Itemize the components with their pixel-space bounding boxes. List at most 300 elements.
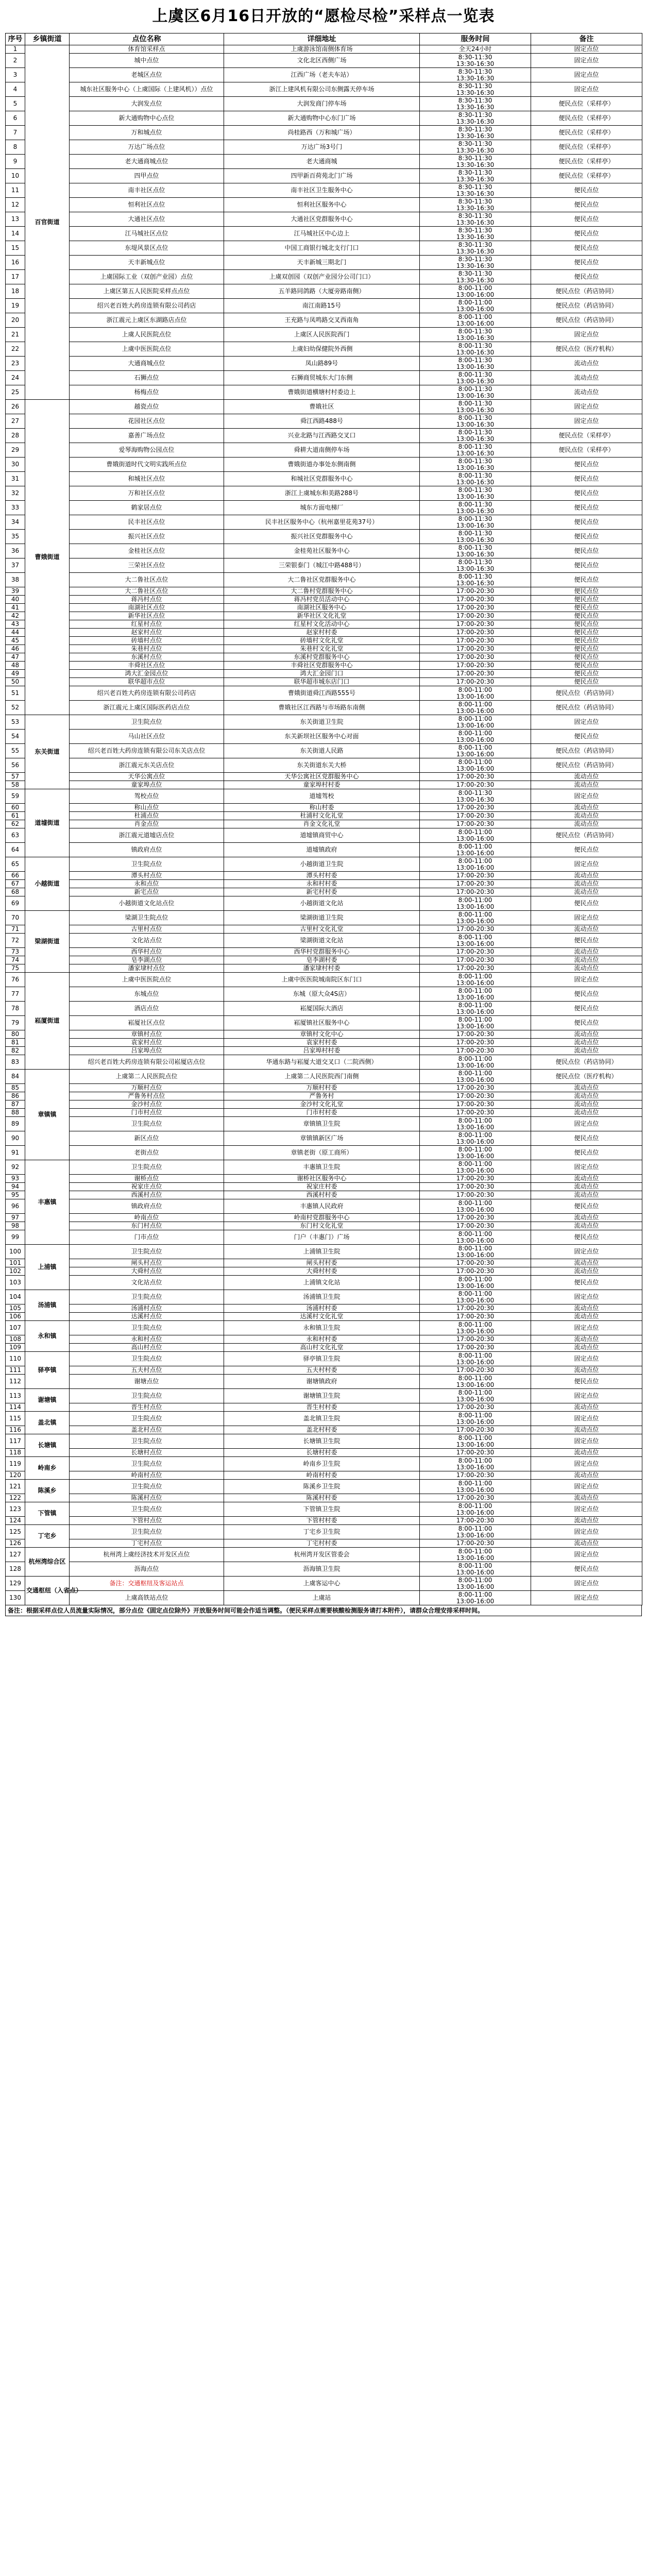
remark: 流动点位 xyxy=(531,371,642,385)
table-row xyxy=(6,1222,642,1230)
point-name: 朱巷村点位 xyxy=(70,645,224,653)
table-row xyxy=(6,857,642,872)
point-address: 东关街道人民路 xyxy=(224,744,420,758)
street-name: 汤浦镇 xyxy=(25,1290,70,1321)
point-name: 称山点位 xyxy=(70,804,224,812)
point-address: 长塘镇卫生院 xyxy=(224,1434,420,1449)
point-name: 新区点位 xyxy=(70,1131,224,1146)
remark: 便民点位 xyxy=(531,544,642,558)
service-time: 17:00-20:30 xyxy=(420,653,531,662)
service-time: 17:00-20:30 xyxy=(420,1403,531,1412)
point-name: 新大通购物中心点位 xyxy=(70,111,224,126)
service-time: 8:00-11:00 13:00-16:00 xyxy=(420,1016,531,1030)
point-name: 门市点位 xyxy=(70,1230,224,1245)
point-address: 金沙村文化礼堂 xyxy=(224,1100,420,1109)
street-name: 陈溪乡 xyxy=(25,1480,70,1502)
table-row xyxy=(6,1548,642,1562)
point-name: 镇政府点位 xyxy=(70,843,224,857)
row-number: 100 xyxy=(6,1245,25,1259)
row-number: 25 xyxy=(6,385,25,400)
point-name: 鸿大汇金园点位 xyxy=(70,670,224,678)
point-name: 老城区点位 xyxy=(70,68,224,82)
point-name: 南丰社区点位 xyxy=(70,183,224,198)
remark: 固定点位 xyxy=(531,1434,642,1449)
point-address: 大通社区党群服务中心 xyxy=(224,212,420,227)
service-time: 8:00-11:00 13:00-16:00 xyxy=(420,284,531,299)
remark: 便民点位 xyxy=(531,596,642,604)
remark: 流动点位 xyxy=(531,773,642,781)
table-row xyxy=(6,1375,642,1389)
point-name: 东堤风景区点位 xyxy=(70,241,224,256)
point-name: 童家埠点位 xyxy=(70,781,224,789)
point-address: 梁湖街道文化站 xyxy=(224,934,420,948)
service-time: 8:30-11:30 13:30-16:30 xyxy=(420,68,531,82)
remark: 便民点位 xyxy=(531,212,642,227)
point-address: 石狮商贸城东大门东侧 xyxy=(224,371,420,385)
point-address: 大二鲁社区党群服务中心 xyxy=(224,573,420,587)
table-row xyxy=(6,934,642,948)
point-address: 门市村村委 xyxy=(224,1109,420,1117)
table-row xyxy=(6,501,642,515)
service-time: 17:00-20:30 xyxy=(420,812,531,820)
point-name: 严鲁务村点位 xyxy=(70,1092,224,1100)
row-number: 114 xyxy=(6,1403,25,1412)
point-address: 蒋冯村党员活动中心 xyxy=(224,596,420,604)
point-address: 朱巷村文化礼堂 xyxy=(224,645,420,653)
point-address: 道墟镇政府 xyxy=(224,843,420,857)
row-number: 122 xyxy=(6,1494,25,1502)
service-time: 8:00-11:30 13:00-16:30 xyxy=(420,443,531,457)
table-row xyxy=(6,1290,642,1304)
street-name: 下管镇 xyxy=(25,1502,70,1525)
service-time: 8:00-11:00 13:00-16:00 xyxy=(420,987,531,1002)
point-name: 城中点位 xyxy=(70,54,224,68)
remark: 便民点位 xyxy=(531,1230,642,1245)
row-number: 127 xyxy=(6,1548,25,1562)
point-name: 大通社区点位 xyxy=(70,212,224,227)
point-address: 五夫村村委 xyxy=(224,1366,420,1375)
row-number: 65 xyxy=(6,857,25,872)
service-time: 8:00-11:00 13:00-16:00 xyxy=(420,299,531,313)
row-number: 77 xyxy=(6,987,25,1002)
point-name: 袁家村点位 xyxy=(70,1039,224,1047)
point-name: 达溪村点位 xyxy=(70,1313,224,1321)
table-row xyxy=(6,1321,642,1335)
point-address: 大舜村村委 xyxy=(224,1267,420,1276)
header-point-name: 点位名称 xyxy=(70,33,224,45)
service-time: 8:30-11:30 13:30-16:30 xyxy=(420,140,531,155)
point-name: 长塘村点位 xyxy=(70,1449,224,1457)
service-time: 8:30-11:30 13:30-16:30 xyxy=(420,270,531,284)
street-name: 杭州湾综合区 xyxy=(25,1548,70,1577)
point-address: 新大通购物中心东门广场 xyxy=(224,111,420,126)
service-time: 8:00-11:30 13:00-16:30 xyxy=(420,328,531,342)
point-address: 南湖社区服务中心 xyxy=(224,604,420,612)
table-row xyxy=(6,1214,642,1222)
remark: 固定点位 xyxy=(531,715,642,730)
service-time: 17:00-20:30 xyxy=(420,773,531,781)
remark: 固定点位 xyxy=(531,68,642,82)
point-address: 称山村委 xyxy=(224,804,420,812)
point-name: 驾校点位 xyxy=(70,789,224,804)
table-row xyxy=(6,457,642,472)
street-name: 谢塘镇 xyxy=(25,1389,70,1412)
row-number: 22 xyxy=(6,342,25,357)
point-address: 下管镇卫生院 xyxy=(224,1502,420,1517)
row-number: 56 xyxy=(6,758,25,773)
remark: 流动点位 xyxy=(531,1449,642,1457)
row-number: 51 xyxy=(6,686,25,701)
point-address: 民丰社区服务中心（杭州嘉里花苑37号） xyxy=(224,515,420,530)
remark: 便民点位 xyxy=(531,1016,642,1030)
point-address: 上虞中医医院城南院区东门口 xyxy=(224,973,420,987)
table-row xyxy=(6,880,642,888)
remark: 流动点位 xyxy=(531,880,642,888)
point-name: 南湖社区点位 xyxy=(70,604,224,612)
row-number: 91 xyxy=(6,1146,25,1160)
table-row xyxy=(6,1471,642,1480)
table-row xyxy=(6,686,642,701)
point-address: 西溪村村委 xyxy=(224,1191,420,1199)
service-time: 17:00-20:30 xyxy=(420,781,531,789)
remark: 便民点位 xyxy=(531,270,642,284)
service-time: 8:00-11:30 13:00-16:30 xyxy=(420,457,531,472)
point-name: 永和点位 xyxy=(70,880,224,888)
point-name: 老街点位 xyxy=(70,1146,224,1160)
table-row xyxy=(6,198,642,212)
point-address: 东城（原大众4S店） xyxy=(224,987,420,1002)
row-number: 53 xyxy=(6,715,25,730)
remark: 便民点位 xyxy=(531,558,642,573)
remark: 流动点位 xyxy=(531,1222,642,1230)
remark: 便民点位 xyxy=(531,472,642,486)
point-name: 东溪村点位 xyxy=(70,653,224,662)
service-time: 8:30-11:30 13:30-16:30 xyxy=(420,54,531,68)
service-time: 17:00-20:30 xyxy=(420,888,531,896)
point-address: 舜耕大道南侧停车场 xyxy=(224,443,420,457)
remark: 便民点位（药店协同） xyxy=(531,686,642,701)
table-row xyxy=(6,443,642,457)
remark: 流动点位 xyxy=(531,948,642,956)
point-address: 曹娥街道舜江西路555号 xyxy=(224,686,420,701)
table-row xyxy=(6,956,642,964)
point-address: 上虞双创园（双创产业园分公司门口） xyxy=(224,270,420,284)
service-time: 8:00-11:00 13:00-16:00 xyxy=(420,934,531,948)
remark: 流动点位 xyxy=(531,820,642,828)
remark: 流动点位 xyxy=(531,925,642,934)
point-address: 上虞妇幼保健院外西侧 xyxy=(224,342,420,357)
table-row xyxy=(6,169,642,183)
service-time: 17:00-20:30 xyxy=(420,1471,531,1480)
street-name: 章镇镇 xyxy=(25,1070,70,1160)
row-number: 58 xyxy=(6,781,25,789)
service-time: 8:00-11:30 13:00-16:30 xyxy=(420,501,531,515)
row-number: 124 xyxy=(6,1517,25,1525)
service-time: 17:00-20:30 xyxy=(420,1267,531,1276)
service-time: 8:30-11:30 13:30-16:30 xyxy=(420,97,531,111)
remark: 流动点位 xyxy=(531,1039,642,1047)
service-time: 17:00-20:30 xyxy=(420,612,531,620)
header-address: 详细地址 xyxy=(224,33,420,45)
remark: 固定点位 xyxy=(531,1502,642,1517)
point-name: 谢桥点位 xyxy=(70,1175,224,1183)
table-row xyxy=(6,1030,642,1039)
point-address: 岭南村村委 xyxy=(224,1471,420,1480)
row-number: 96 xyxy=(6,1199,25,1214)
remark: 流动点位 xyxy=(531,357,642,371)
street-name: 崧厦街道 xyxy=(25,973,70,1070)
row-number: 42 xyxy=(6,612,25,620)
remark: 便民点位（药店协同） xyxy=(531,1055,642,1070)
service-time: 8:00-11:30 13:00-16:30 xyxy=(420,486,531,501)
row-number: 20 xyxy=(6,313,25,328)
point-name: 砖墙村点位 xyxy=(70,637,224,645)
remark: 流动点位 xyxy=(531,1030,642,1039)
table-row xyxy=(6,1426,642,1434)
table-row xyxy=(6,678,642,686)
service-time: 8:00-11:00 13:00-16:00 xyxy=(420,744,531,758)
table-row xyxy=(6,911,642,925)
row-number: 85 xyxy=(6,1084,25,1092)
row-number: 3 xyxy=(6,68,25,82)
point-address: 东关新坝社区服务中心对面 xyxy=(224,730,420,744)
service-time: 8:00-11:30 13:00-16:30 xyxy=(420,530,531,544)
row-number: 41 xyxy=(6,604,25,612)
table-row xyxy=(6,1055,642,1070)
service-time: 17:00-20:30 xyxy=(420,964,531,973)
remark: 便民点位 xyxy=(531,501,642,515)
table-row xyxy=(6,1146,642,1160)
point-name: 浙江震元东关店点位 xyxy=(70,758,224,773)
street-name: 岭南乡 xyxy=(25,1457,70,1480)
service-time: 8:00-11:30 13:00-16:30 xyxy=(420,573,531,587)
remark: 便民点位（采样亭） xyxy=(531,155,642,169)
service-time: 17:00-20:30 xyxy=(420,670,531,678)
point-name: 卫生院点位 xyxy=(70,1412,224,1426)
point-name: 卫生院点位 xyxy=(70,1457,224,1471)
remark: 固定点位 xyxy=(531,789,642,804)
point-name: 上虞区第五人民医院采样点点位 xyxy=(70,284,224,299)
remark: 便民点位（药店协同） xyxy=(531,299,642,313)
point-name: 绍兴老百姓大药房连锁有限公司东关店点位 xyxy=(70,744,224,758)
point-name: 浙江震元上虞区东湖路店点位 xyxy=(70,313,224,328)
point-address: 东溪村党群服务中心 xyxy=(224,653,420,662)
point-name: 赵家村点位 xyxy=(70,629,224,637)
point-name: 卫生院点位 xyxy=(70,1525,224,1539)
point-address: 万顺村村委 xyxy=(224,1084,420,1092)
remark: 便民点位 xyxy=(531,573,642,587)
street-name: 丁宅乡 xyxy=(25,1525,70,1548)
table-row xyxy=(6,313,642,328)
row-number: 24 xyxy=(6,371,25,385)
point-name: 吕家埠点位 xyxy=(70,1047,224,1055)
table-row xyxy=(6,54,642,68)
point-address: 大润发商门停车场 xyxy=(224,97,420,111)
table-row xyxy=(6,620,642,629)
point-name: 花园社区点位 xyxy=(70,414,224,429)
service-time: 17:00-20:30 xyxy=(420,645,531,653)
table-row xyxy=(6,357,642,371)
remark: 便民点位 xyxy=(531,227,642,241)
point-address: 文化北区西侧广场 xyxy=(224,54,420,68)
service-time: 8:00-11:00 13:00-16:00 xyxy=(420,911,531,925)
table-row xyxy=(6,781,642,789)
point-address: 东门村文化礼堂 xyxy=(224,1222,420,1230)
table-row xyxy=(6,328,642,342)
point-address: 兴业北路与江西路交叉口 xyxy=(224,429,420,443)
row-number: 95 xyxy=(6,1191,25,1199)
point-address: 袁家村村委 xyxy=(224,1039,420,1047)
remark: 流动点位 xyxy=(531,1494,642,1502)
point-address: 上浦镇卫生院 xyxy=(224,1245,420,1259)
row-number: 66 xyxy=(6,872,25,880)
point-address: 上虞第二人民医院西门南侧 xyxy=(224,1070,420,1084)
row-number: 46 xyxy=(6,645,25,653)
table-row xyxy=(6,1100,642,1109)
service-time: 8:30-11:30 13:30-16:30 xyxy=(420,241,531,256)
service-time: 8:00-11:00 13:00-16:00 xyxy=(420,1389,531,1403)
service-time: 17:00-20:30 xyxy=(420,596,531,604)
remark: 便民点位（采样亭） xyxy=(531,429,642,443)
service-time: 8:00-11:00 13:00-16:00 xyxy=(420,1434,531,1449)
service-time: 17:00-20:30 xyxy=(420,1222,531,1230)
remark: 固定点位 xyxy=(531,1548,642,1562)
remark: 便民点位 xyxy=(531,653,642,662)
row-number: 107 xyxy=(6,1321,25,1335)
service-time: 17:00-20:30 xyxy=(420,1366,531,1375)
point-name: 体育馆采样点 xyxy=(70,45,224,54)
remark: 便民点位 xyxy=(531,256,642,270)
table-row xyxy=(6,371,642,385)
row-number: 36 xyxy=(6,544,25,558)
service-time: 8:00-11:00 13:00-16:00 xyxy=(420,1276,531,1290)
point-name: 石狮点位 xyxy=(70,371,224,385)
table-row xyxy=(6,140,642,155)
row-number: 84 xyxy=(6,1070,25,1084)
table-row xyxy=(6,97,642,111)
remark: 固定点位 xyxy=(531,82,642,97)
point-address: 汤浦村村委 xyxy=(224,1304,420,1313)
remark: 流动点位 xyxy=(531,872,642,880)
row-number: 61 xyxy=(6,812,25,820)
table-row xyxy=(6,155,642,169)
point-address: 丁宅乡卫生院 xyxy=(224,1525,420,1539)
point-name: 岭南村点位 xyxy=(70,1471,224,1480)
point-address: 章镇老街（原工商所） xyxy=(224,1146,420,1160)
point-address: 大二鲁村党群服务中心 xyxy=(224,587,420,596)
row-number: 74 xyxy=(6,956,25,964)
point-name: 卫生院点位 xyxy=(70,1321,224,1335)
point-name: 绍兴老百姓大药房连锁有限公司崧厦店点位 xyxy=(70,1055,224,1070)
point-address: 汤浦镇卫生院 xyxy=(224,1290,420,1304)
service-time: 17:00-20:30 xyxy=(420,925,531,934)
point-name: 沥海点位 xyxy=(70,1562,224,1577)
remark: 流动点位 xyxy=(531,804,642,812)
service-time: 8:00-11:00 13:00-16:00 xyxy=(420,1321,531,1335)
remark: 便民点位 xyxy=(531,934,642,948)
service-time: 8:00-11:00 13:00-16:00 xyxy=(420,973,531,987)
row-number: 35 xyxy=(6,530,25,544)
point-address: 振兴社区党群服务中心 xyxy=(224,530,420,544)
point-name: 卫生院点位 xyxy=(70,1434,224,1449)
point-address: 道墟镇商贸中心 xyxy=(224,828,420,843)
table-row xyxy=(6,1267,642,1276)
row-number: 7 xyxy=(6,126,25,140)
remark: 流动点位 xyxy=(531,1109,642,1117)
service-time: 8:00-11:30 13:00-16:30 xyxy=(420,400,531,414)
point-address: 丁宅村村委 xyxy=(224,1539,420,1548)
service-time: 17:00-20:30 xyxy=(420,1304,531,1313)
point-name: 东门村点位 xyxy=(70,1222,224,1230)
point-address: 古里村文化礼堂 xyxy=(224,925,420,934)
point-address: 联华超市城东店门口 xyxy=(224,678,420,686)
table-row xyxy=(6,515,642,530)
table-row xyxy=(6,1403,642,1412)
point-name: 盖北村点位 xyxy=(70,1426,224,1434)
point-address: 谢塘镇卫生院 xyxy=(224,1389,420,1403)
table-row xyxy=(6,828,642,843)
row-number: 38 xyxy=(6,573,25,587)
remark: 固定点位 xyxy=(531,1290,642,1304)
table-row xyxy=(6,270,642,284)
service-time: 8:00-11:00 13:00-16:00 xyxy=(420,1457,531,1471)
service-time: 8:00-11:30 13:00-16:30 xyxy=(420,558,531,573)
remark: 便民点位 xyxy=(531,1276,642,1290)
point-name: 绍兴老百姓大药房连锁有限公司药店 xyxy=(70,299,224,313)
table-row xyxy=(6,1352,642,1366)
point-name: 大润发点位 xyxy=(70,97,224,111)
row-number: 109 xyxy=(6,1344,25,1352)
row-number: 112 xyxy=(6,1375,25,1389)
row-number: 83 xyxy=(6,1055,25,1070)
point-name: 丰舜社区点位 xyxy=(70,662,224,670)
remark: 固定点位 xyxy=(531,1321,642,1335)
point-address: 陈溪村村委 xyxy=(224,1494,420,1502)
point-name: 备注：交通枢纽及客运站点 xyxy=(70,1577,224,1591)
point-address: 王充路与凤鸣路交叉西南角 xyxy=(224,313,420,328)
point-address: 谢桥社区服务中心 xyxy=(224,1175,420,1183)
remark: 固定点位 xyxy=(531,328,642,342)
table-row xyxy=(6,1434,642,1449)
point-name: 鹤家居点位 xyxy=(70,501,224,515)
row-number: 33 xyxy=(6,501,25,515)
table-row xyxy=(6,820,642,828)
table-row xyxy=(6,888,642,896)
table-row xyxy=(6,715,642,730)
point-address: 南丰社区卫生服务中心 xyxy=(224,183,420,198)
point-name: 大通商城点位 xyxy=(70,357,224,371)
row-number: 99 xyxy=(6,1230,25,1245)
table-row xyxy=(6,744,642,758)
row-number: 10 xyxy=(6,169,25,183)
point-name: 上虞国际工业（双创产业园）点位 xyxy=(70,270,224,284)
service-time: 8:30-11:30 13:30-16:30 xyxy=(420,212,531,227)
table-row xyxy=(6,789,642,804)
remark: 便民点位（采样亭） xyxy=(531,443,642,457)
point-name: 岭南点位 xyxy=(70,1214,224,1222)
service-time: 17:00-20:30 xyxy=(420,629,531,637)
table-row xyxy=(6,587,642,596)
table-row xyxy=(6,925,642,934)
point-name: 卫生院点位 xyxy=(70,1502,224,1517)
point-name: 新宅点位 xyxy=(70,888,224,896)
row-number: 82 xyxy=(6,1047,25,1055)
remark: 流动点位 xyxy=(531,812,642,820)
service-time: 17:00-20:30 xyxy=(420,1313,531,1321)
remark: 固定点位 xyxy=(531,1352,642,1366)
point-name: 越瓷点位 xyxy=(70,400,224,414)
point-address: 凤山路89号 xyxy=(224,357,420,371)
